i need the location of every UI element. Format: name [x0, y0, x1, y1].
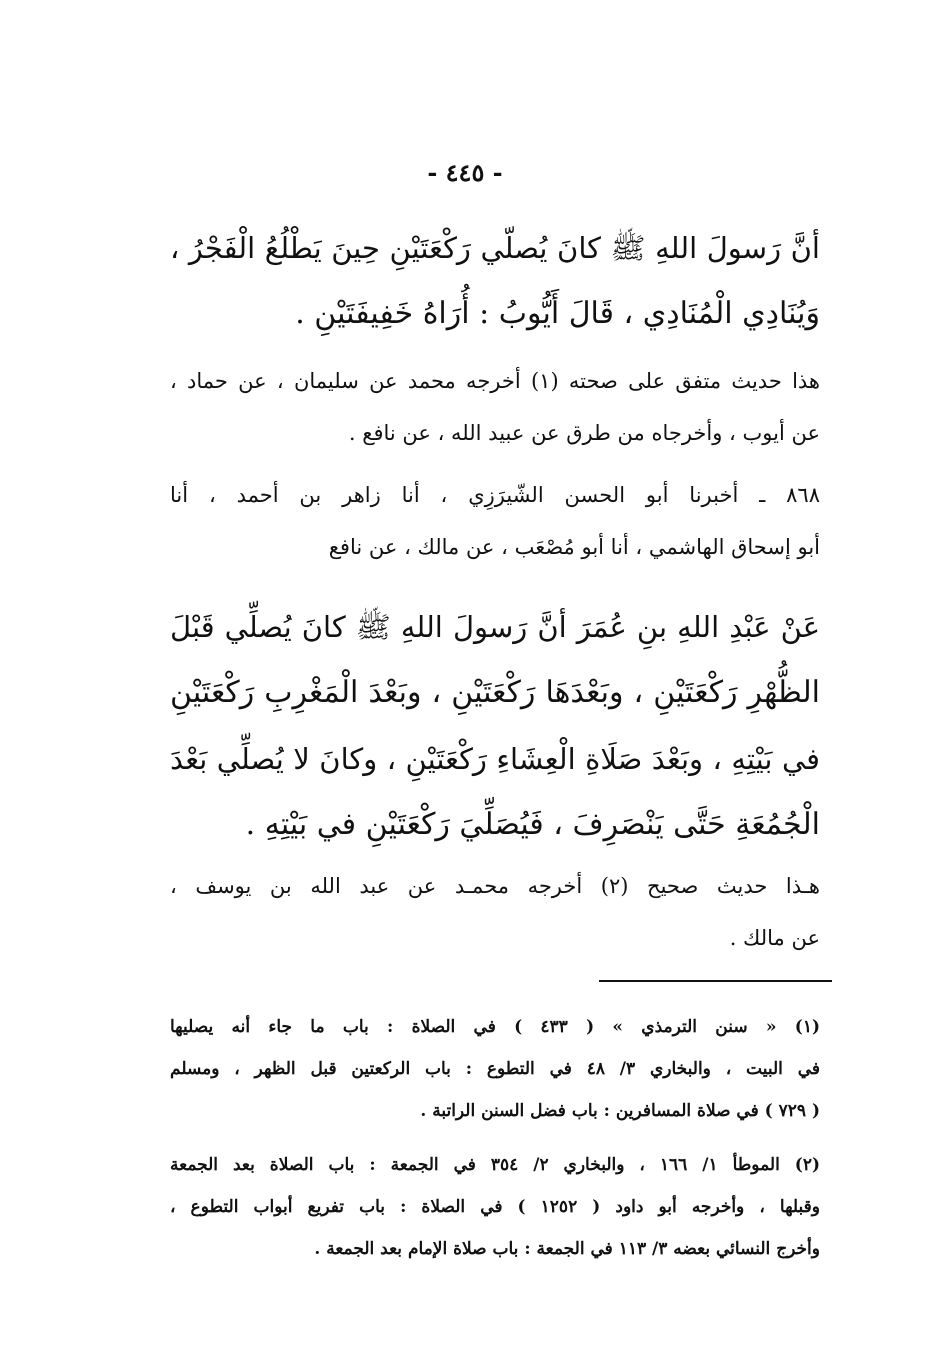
footnote-line: (٢) الموطأ ١/ ١٦٦ ، والبخاري ٢/ ٣٥٤ في الجمعة : باب الصلاة بعد الجمعة [170, 1155, 820, 1175]
commentary-paragraph-3 [170, 860, 820, 964]
footnote-line: في البيت ، والبخاري ٣/ ٤٨ في التطوع : باب الركعتين قبل الظهر ، ومسلم [170, 1059, 820, 1079]
footnote-line: (١) « سنن الترمذي » ( ٤٣٣ ) في الصلاة : باب ما جاء أنه يصليها [170, 1017, 820, 1037]
hadith-text-1 [170, 215, 820, 347]
isnad-paragraph-868 [170, 469, 820, 573]
hadith-text-line: عَنْ عَبْدِ اللهِ بنِ عُمَرَ أنَّ رَسولَ اللهِ ﷺ كانَ يُصلِّي قَبْلَ [170, 610, 820, 644]
hadith-text-line: أنَّ رَسولَ اللهِ ﷺ كانَ يُصلّي رَكْعَتَيْنِ حِينَ يَطْلُعُ الْفَجْرُ ، [170, 231, 820, 265]
hadith-text-line: الْجُمُعَةِ حَتَّى يَنْصَرِفَ ، فَيُصَلِّيَ رَكْعَتَيْنِ في بَيْتِهِ . [245, 807, 820, 842]
isnad-line: ٨٦٨ ـ أخبرنا أبو الحسن الشّيرَزِي ، أنا زاهر بن أحمد ، أنا [170, 483, 820, 507]
commentary-line: هذا حديث متفق على صحته (١) أخرجه محمد عن سليمان ، عن حماد ، [170, 369, 820, 393]
footnote-2 [170, 1144, 820, 1270]
commentary-paragraph-1 [170, 355, 820, 459]
page-number: - ٤٤٥ - [427, 158, 503, 187]
commentary-line: هـذا حديث صحيح (٢) أخرجه محمـد عن عبد الله بن يوسف ، [170, 874, 820, 898]
footnote-line: وقبلها ، وأخرجه أبو داود ( ١٢٥٢ ) في الصلاة : باب تفريع أبواب التطوع ، [170, 1197, 820, 1217]
hadith-text-line: وَيُنَادِي الْمُنَادِي ، قَالَ أَيُّوبُ : أُرَاهُ خَفِيفَتَيْنِ . [295, 296, 820, 331]
hadith-text-2 [170, 594, 820, 858]
commentary-line: عن مالك . [729, 926, 820, 950]
hadith-text-line: الظُّهْرِ رَكْعَتَيْنِ ، وبَعْدَهَا رَكْعَتَيْنِ ، وبَعْدَ الْمَغْرِبِ رَكْعَتَيْنِ [170, 675, 820, 710]
footnote-line: وأخرج النسائي بعضه ٣/ ١١٣ في الجمعة : باب صلاة الإمام بعد الجمعة . [314, 1239, 820, 1259]
commentary-line: عن أيوب ، وأخرجاه من طرق عن عبيد الله ، عن نافع . [348, 421, 820, 445]
footnote-separator [599, 980, 832, 982]
isnad-line: أبو إسحاق الهاشمي ، أنا أبو مُصْعَب ، عن مالك ، عن نافع [328, 535, 820, 559]
footnote-1 [170, 1006, 820, 1132]
hadith-text-line: في بَيْتِهِ ، وبَعْدَ صَلَاةِ الْعِشَاءِ رَكْعَتَيْنِ ، وكانَ لا يُصلِّي بَعْدَ [170, 742, 820, 776]
footnote-line: ( ٧٢٩ ) في صلاة المسافرين : باب فضل السنن الراتبة . [420, 1101, 820, 1121]
